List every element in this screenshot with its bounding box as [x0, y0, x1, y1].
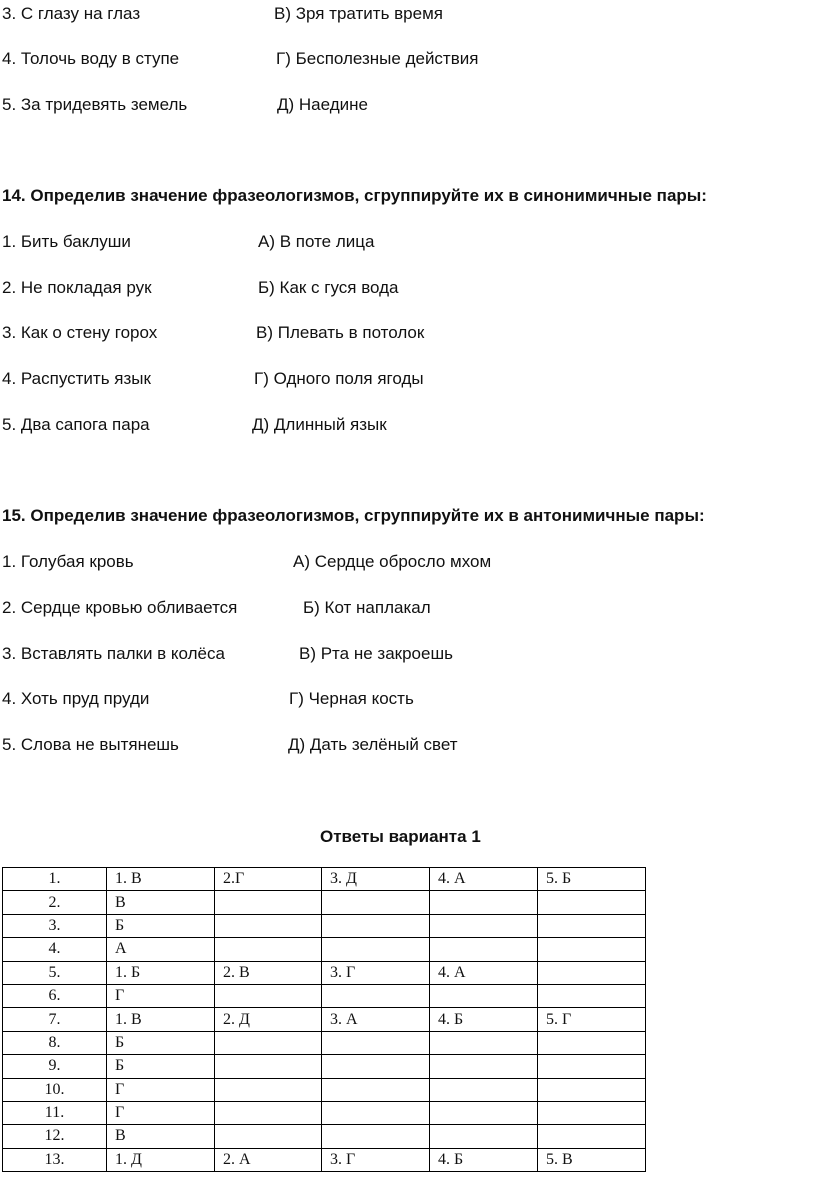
- task14-left-3: 3. Как о стену горох: [2, 323, 158, 342]
- prev-left-4: 4. Толочь воду в ступе: [2, 49, 180, 68]
- answer-cell: 5. Б: [538, 868, 646, 891]
- task14-right-v: В) Плевать в потолок: [256, 323, 425, 342]
- task15-left-2: 2. Сердце кровью обливается: [2, 598, 238, 617]
- answer-cell: [538, 1055, 646, 1078]
- question-number-cell: 7.: [3, 1008, 107, 1031]
- question-number-cell: 12.: [3, 1125, 107, 1148]
- question-number-cell: 3.: [3, 914, 107, 937]
- answer-cell: А: [107, 938, 215, 961]
- answer-cell: [430, 1055, 538, 1078]
- task14-left-2: 2. Не покладая рук: [2, 278, 152, 297]
- answers-table: [2, 867, 646, 1172]
- task15-right-b: Б) Кот наплакал: [303, 598, 431, 617]
- answer-cell: 1. Д: [107, 1148, 215, 1171]
- prev-right-g: Г) Бесполезные действия: [276, 49, 479, 68]
- answer-cell: [322, 1055, 430, 1078]
- task15-right-v: В) Рта не закроешь: [299, 644, 453, 663]
- table-row: [3, 1031, 646, 1054]
- answer-cell: 4. Б: [430, 1148, 538, 1171]
- answer-cell: [322, 1125, 430, 1148]
- task15-left-1: 1. Голубая кровь: [2, 552, 134, 571]
- answer-cell: Г: [107, 1101, 215, 1124]
- answer-cell: [430, 1031, 538, 1054]
- task14-left-1: 1. Бить баклуши: [2, 232, 131, 251]
- answer-cell: В: [107, 1125, 215, 1148]
- answers-title: Ответы варианта 1: [320, 827, 481, 846]
- answer-cell: [322, 914, 430, 937]
- answer-cell: [430, 938, 538, 961]
- answer-cell: [430, 891, 538, 914]
- answer-cell: [538, 914, 646, 937]
- answer-cell: 2. А: [215, 1148, 322, 1171]
- table-row: [3, 914, 646, 937]
- prev-left-3: 3. С глазу на глаз: [2, 4, 141, 23]
- answer-cell: [215, 1055, 322, 1078]
- task14-right-d: Д) Длинный язык: [252, 415, 387, 434]
- task14-right-g: Г) Одного поля ягоды: [254, 369, 424, 388]
- task15-right-d: Д) Дать зелёный свет: [288, 735, 458, 754]
- answer-cell: [538, 891, 646, 914]
- task15-left-3: 3. Вставлять палки в колёса: [2, 644, 225, 663]
- answer-cell: [538, 1125, 646, 1148]
- answer-cell: 2. Д: [215, 1008, 322, 1031]
- answer-cell: [430, 1078, 538, 1101]
- answer-cell: [430, 914, 538, 937]
- question-number-cell: 11.: [3, 1101, 107, 1124]
- answer-cell: Г: [107, 984, 215, 1007]
- answer-cell: [322, 984, 430, 1007]
- answer-cell: [322, 1031, 430, 1054]
- answer-cell: 3. А: [322, 1008, 430, 1031]
- task15-left-4: 4. Хоть пруд пруди: [2, 689, 150, 708]
- table-row: [3, 1055, 646, 1078]
- table-row: [3, 868, 646, 891]
- answer-cell: [215, 984, 322, 1007]
- task14-left-4: 4. Распустить язык: [2, 369, 151, 388]
- answer-cell: 5. В: [538, 1148, 646, 1171]
- answer-cell: [215, 914, 322, 937]
- question-number-cell: 9.: [3, 1055, 107, 1078]
- answer-cell: [538, 1078, 646, 1101]
- question-number-cell: 5.: [3, 961, 107, 984]
- table-row: [3, 1078, 646, 1101]
- question-number-cell: 10.: [3, 1078, 107, 1101]
- table-row: [3, 891, 646, 914]
- answer-cell: 1. В: [107, 1008, 215, 1031]
- task15-right-g: Г) Черная кость: [289, 689, 414, 708]
- answer-cell: [538, 961, 646, 984]
- question-number-cell: 13.: [3, 1148, 107, 1171]
- question-number-cell: 4.: [3, 938, 107, 961]
- prev-right-d: Д) Наедине: [277, 95, 368, 114]
- answers-table-body: [3, 868, 646, 1172]
- table-row: [3, 961, 646, 984]
- answer-cell: [538, 984, 646, 1007]
- answer-cell: 4. А: [430, 868, 538, 891]
- question-number-cell: 8.: [3, 1031, 107, 1054]
- answer-cell: [215, 1101, 322, 1124]
- answer-cell: [215, 1078, 322, 1101]
- table-row: [3, 1008, 646, 1031]
- answer-cell: [215, 1031, 322, 1054]
- answer-cell: [215, 938, 322, 961]
- table-row: [3, 984, 646, 1007]
- answer-cell: 3. Г: [322, 961, 430, 984]
- answer-cell: [322, 1101, 430, 1124]
- question-number-cell: 2.: [3, 891, 107, 914]
- answer-cell: [322, 1078, 430, 1101]
- task15-right-a: А) Сердце обросло мхом: [293, 552, 492, 571]
- table-row: [3, 1148, 646, 1171]
- table-row: [3, 938, 646, 961]
- answer-cell: [430, 1125, 538, 1148]
- answer-cell: Г: [107, 1078, 215, 1101]
- answer-cell: Б: [107, 1031, 215, 1054]
- answer-cell: 4. Б: [430, 1008, 538, 1031]
- answer-cell: 1. В: [107, 868, 215, 891]
- answer-cell: Б: [107, 914, 215, 937]
- answer-cell: [322, 938, 430, 961]
- task15-left-5: 5. Слова не вытянешь: [2, 735, 179, 754]
- answer-cell: [215, 891, 322, 914]
- answer-cell: В: [107, 891, 215, 914]
- task14-left-5: 5. Два сапога пара: [2, 415, 150, 434]
- question-number-cell: 1.: [3, 868, 107, 891]
- answer-cell: [538, 1031, 646, 1054]
- prev-right-v: В) Зря тратить время: [274, 4, 443, 23]
- answer-cell: [322, 891, 430, 914]
- task14-right-b: Б) Как с гуся вода: [258, 278, 399, 297]
- task14-right-a: А) В поте лица: [258, 232, 375, 251]
- task15-heading: 15. Определив значение фразеологизмов, сгруппируйте их в антонимичные пары:: [2, 506, 705, 525]
- question-number-cell: 6.: [3, 984, 107, 1007]
- answer-cell: 4. А: [430, 961, 538, 984]
- answer-cell: 5. Г: [538, 1008, 646, 1031]
- answer-cell: 2. В: [215, 961, 322, 984]
- answer-cell: [538, 1101, 646, 1124]
- task14-heading: 14. Определив значение фразеологизмов, сгруппируйте их в синонимичные пары:: [2, 186, 707, 205]
- answer-cell: 1. Б: [107, 961, 215, 984]
- answer-cell: [430, 984, 538, 1007]
- answer-cell: 3. Д: [322, 868, 430, 891]
- answer-cell: [430, 1101, 538, 1124]
- prev-left-5: 5. За тридевять земель: [2, 95, 188, 114]
- answer-cell: 2.Г: [215, 868, 322, 891]
- answer-cell: [538, 938, 646, 961]
- answer-cell: [215, 1125, 322, 1148]
- answer-cell: Б: [107, 1055, 215, 1078]
- table-row: [3, 1125, 646, 1148]
- answer-cell: 3. Г: [322, 1148, 430, 1171]
- table-row: [3, 1101, 646, 1124]
